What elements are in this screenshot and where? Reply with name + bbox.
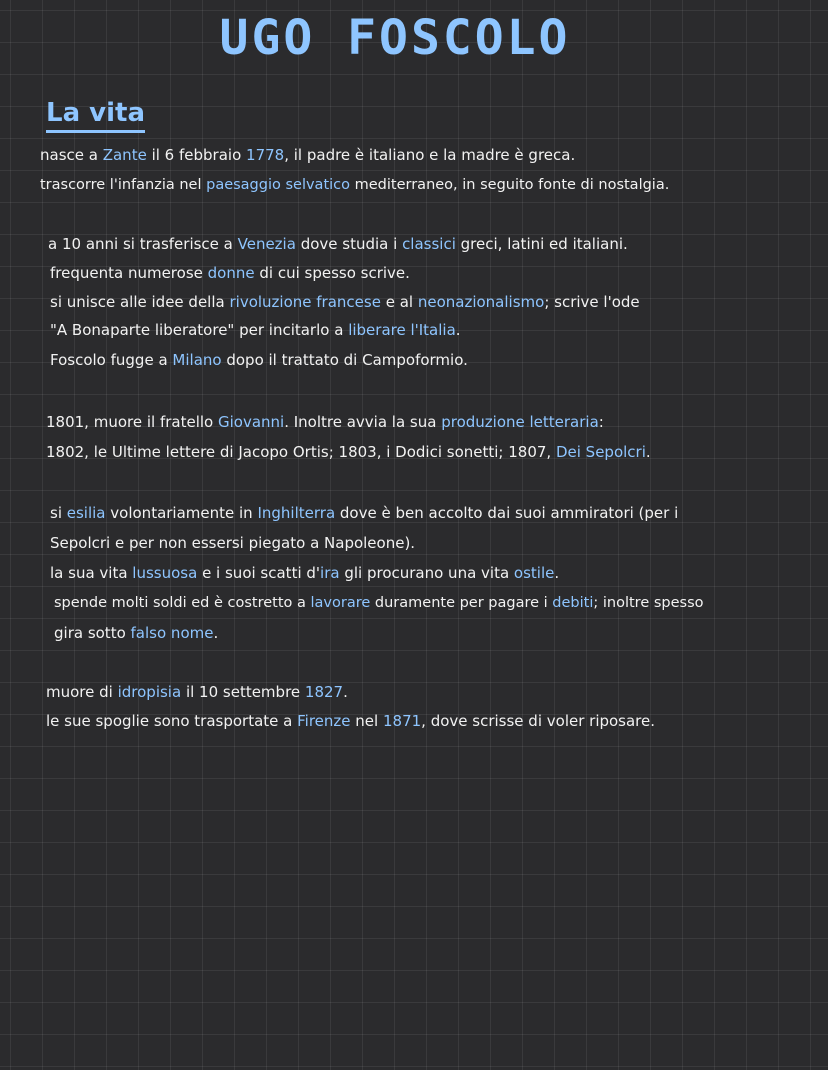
highlighted-term: debiti [552, 595, 594, 611]
highlighted-term: ira [320, 564, 340, 582]
highlighted-term: lavorare [310, 595, 371, 611]
highlighted-term: rivoluzione francese [229, 293, 381, 311]
text-line: le sue spoglie sono trasportate a Firenze nel 1871, dove scrisse di voler riposare. [46, 712, 656, 730]
highlighted-term: Milano [172, 351, 222, 369]
highlighted-term: Firenze [297, 712, 351, 730]
text-line: la sua vita lussuosa e i suoi scatti d'ira gli procurano una vita ostile. [50, 564, 560, 582]
highlighted-term: 1871 [382, 712, 422, 730]
text-line: nasce a Zante il 6 febbraio 1778, il padre è italiano e la madre è greca. [40, 146, 576, 164]
highlighted-term: Giovanni [217, 413, 285, 431]
highlighted-term: lussuosa [132, 564, 198, 582]
text-line: trascorre l'infanzia nel paesaggio selvatico mediterraneo, in seguito fonte di nostalgia. [40, 177, 670, 193]
highlighted-term: classici [402, 235, 456, 253]
text-line: Sepolcri e per non essersi piegato a Napoleone). [50, 534, 416, 552]
highlighted-term: liberare l'Italia [348, 321, 456, 339]
text-line: a 10 anni si trasferisce a Venezia dove studia i classici greci, latini ed italiani. [48, 235, 628, 253]
highlighted-term: Dei Sepolcri [555, 443, 646, 461]
highlighted-term: donne [207, 264, 255, 282]
highlighted-term: idropisia [117, 683, 182, 701]
highlighted-term: ostile [513, 564, 555, 582]
text-line: muore di idropisia il 10 settembre 1827. [46, 683, 348, 701]
text-line: "A Bonaparte liberatore" per incitarlo a liberare l'Italia. [50, 321, 461, 339]
highlighted-term: produzione letteraria [441, 413, 599, 431]
section-title: La vita [46, 98, 145, 133]
text-line: spende molti soldi ed è costretto a lavorare duramente per pagare i debiti; inoltre spesso [54, 595, 704, 611]
highlighted-term: paesaggio selvatico [206, 177, 351, 193]
highlighted-term: Venezia [237, 235, 296, 253]
text-line: si esilia volontariamente in Inghilterra dove è ben accolto dai suoi ammiratori (per i [50, 504, 679, 522]
text-line: 1802, le Ultime lettere di Jacopo Ortis; 1803, i Dodici sonetti; 1807, Dei Sepolcri. [46, 443, 651, 461]
highlighted-term: neonazionalismo [417, 293, 545, 311]
highlighted-term: Zante [102, 146, 147, 164]
highlighted-term: falso nome [130, 624, 214, 642]
text-line: si unisce alle idee della rivoluzione francese e al neonazionalismo; scrive l'ode [50, 293, 640, 311]
text-line: gira sotto falso nome. [54, 624, 219, 642]
text-line: 1801, muore il fratello Giovanni. Inoltre avvia la sua produzione letteraria: [46, 413, 604, 431]
highlighted-term: 1778 [246, 146, 285, 164]
text-line: Foscolo fugge a Milano dopo il trattato di Campoformio. [50, 351, 468, 369]
highlighted-term: esilia [66, 504, 106, 522]
page-title: UGO FOSCOLO [219, 10, 571, 66]
highlighted-term: Inghilterra [257, 504, 336, 522]
text-line: frequenta numerose donne di cui spesso scrive. [50, 264, 410, 282]
highlighted-term: 1827 [304, 683, 344, 701]
